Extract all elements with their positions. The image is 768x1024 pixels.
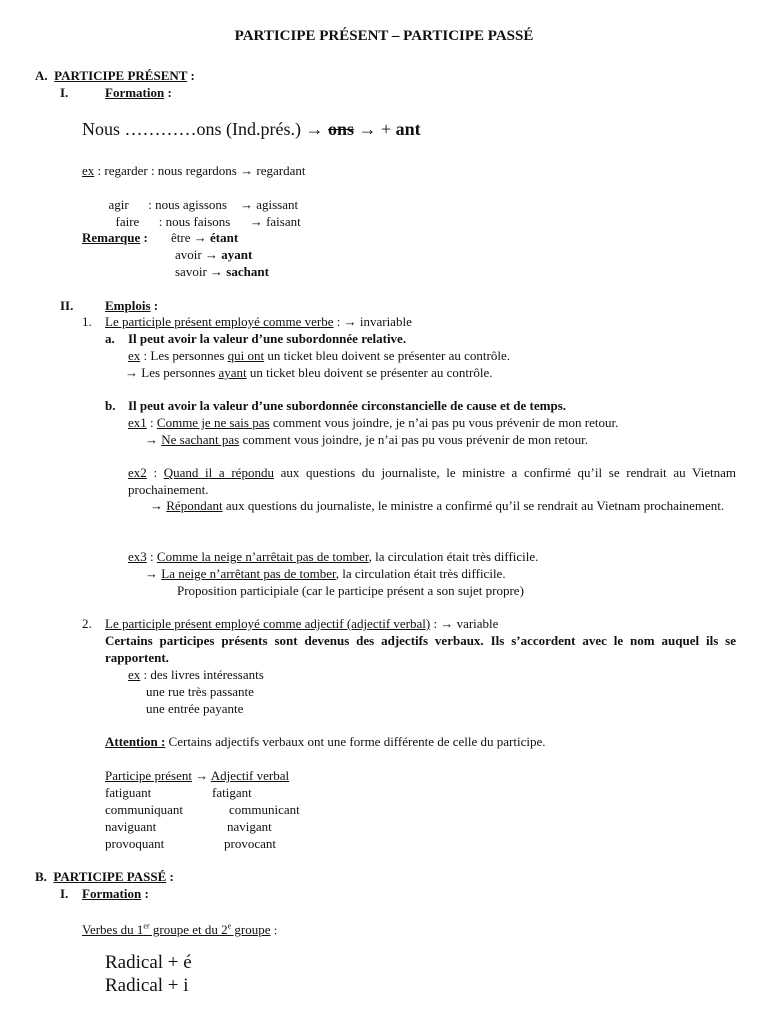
item1-after: :	[333, 314, 344, 329]
ex-text: aux questions du journaliste, le ministre a confirmé qu’il se rendrait au Vietnam prochainement.	[128, 465, 736, 497]
remark-label: Remarque	[82, 230, 141, 245]
emplois-title: Emplois	[105, 298, 151, 313]
arrow-icon: →	[239, 197, 253, 212]
verbs-groups-line	[82, 918, 277, 938]
arrow-icon: →	[145, 566, 158, 581]
table-row: fatiguant	[105, 785, 152, 800]
section-a-colon: :	[187, 68, 195, 83]
verbs-part: groupe et du 2	[149, 922, 228, 938]
formation-title: Formation	[105, 85, 165, 100]
item1a-result	[125, 364, 493, 381]
remark-line-1	[171, 229, 238, 246]
formation-marker: I.	[60, 85, 69, 100]
table-cell-adjectif: communicant	[229, 802, 300, 817]
item2-after: :	[430, 616, 441, 631]
item2-bold-text: Certains participes présents sont devenus des adjectifs verbaux. Ils s’accordent avec le nom auquel ils se rapportent.	[105, 633, 736, 665]
ex-label: ex	[128, 348, 141, 363]
arrow-icon: →	[210, 264, 224, 279]
ex-underlined: ayant	[218, 365, 247, 380]
ex3-result: faisant	[262, 214, 301, 229]
table-row: provoquant	[105, 836, 165, 851]
item1b-marker: b.	[105, 398, 116, 413]
remark-line-3	[175, 263, 269, 280]
b-formation-title: Formation	[82, 886, 142, 901]
verbs-sup: er	[143, 922, 150, 931]
item1b-text: Il peut avoir la valeur d’une subordonnée circonstancielle de cause et de temps.	[128, 398, 567, 413]
radical-rule-1: Radical + é	[105, 952, 192, 973]
ex-text: , la circulation était très difficile.	[335, 566, 506, 581]
ex-label: ex3	[128, 549, 147, 564]
section-a-title: PARTICIPE PRÉSENT	[54, 68, 188, 83]
item1a-text: Il peut avoir la valeur d’une subordonnée relative.	[128, 331, 407, 346]
ex3-line: ex3 : Comme la neige n’arrêtait pas de tomber, la circulation était très difficile.	[128, 549, 539, 564]
emplois-colon: :	[150, 298, 159, 313]
ex-underlined: Comme la neige n’arrêtait pas de tomber	[156, 549, 369, 564]
table-row: communiquant	[105, 802, 183, 817]
ex-text: Les personnes	[138, 365, 219, 380]
ex-label: ex	[128, 667, 141, 682]
ex1-result-line	[145, 431, 588, 448]
verbs-part: Verbes du 1	[82, 922, 144, 938]
ex1-line: ex1 : Comme je ne sais pas comment vous joindre, je n’ai pas pu vous prévenir de mon retour.	[128, 415, 619, 430]
item1-heading	[105, 313, 412, 330]
ex-underlined: Ne sachant pas	[161, 432, 240, 447]
remark-verb: avoir	[175, 247, 205, 262]
ex-text: comment vous joindre, je n’ai pas pu vous prévenir de mon retour.	[239, 432, 588, 447]
table-header-adjectif: Adjectif verbal	[210, 768, 290, 783]
b-formation-heading	[82, 885, 149, 902]
ex-text: aux questions du journaliste, le ministre a confirmé qu’il se rendrait au Vietnam prochainement.	[222, 498, 725, 513]
arrow-icon: →	[358, 119, 377, 139]
remark-heading	[82, 229, 148, 246]
arrow-icon: →	[145, 432, 158, 447]
remark-result: étant	[209, 230, 239, 245]
remark-line-2	[175, 246, 252, 263]
arrow-icon: →	[193, 230, 207, 245]
section-a-marker: A.	[35, 68, 48, 83]
emplois-heading	[105, 297, 158, 314]
ex2-result: agissant	[252, 197, 299, 212]
ex2-text: agir : nous agissons	[108, 197, 240, 212]
attention-label: Attention :	[105, 734, 166, 749]
section-b-marker: B.	[35, 869, 47, 884]
ex3-text: faire : nous faisons	[115, 214, 250, 229]
ex1-result: regardant	[253, 163, 306, 178]
table-row: naviguant	[105, 819, 157, 834]
arrow-icon: →	[249, 214, 263, 229]
item1-result: invariable	[356, 314, 412, 329]
rule-ant: ant	[395, 119, 421, 139]
ex-text: : des livres intéressants	[140, 667, 264, 682]
ex3-note: Proposition participiale (car le participe présent a son sujet propre)	[177, 583, 524, 598]
ex3-result-line	[145, 565, 506, 582]
verbs-sup: e	[227, 922, 232, 931]
ex-text: un ticket bleu doivent se présenter au contrôle.	[246, 365, 493, 380]
page-title: PARTICIPE PRÉSENT – PARTICIPE PASSÉ	[234, 28, 534, 44]
formation-colon: :	[164, 85, 172, 100]
ex2-line: ex2 : Quand il a répondu aux questions du journaliste, le ministre a confirmé qu’il se rendrait au Vietnam prochainement.	[128, 465, 736, 497]
remark-colon: :	[140, 230, 148, 245]
section-a-heading	[35, 67, 195, 84]
formation-heading	[60, 84, 68, 101]
formation-example-1	[82, 162, 305, 179]
ex-underlined: Quand il a répondu	[163, 465, 274, 480]
section-b-heading	[35, 868, 174, 885]
item2-example-3: une entrée payante	[146, 701, 244, 716]
table-header	[105, 767, 289, 784]
arrow-icon: →	[343, 314, 357, 329]
b-formation-colon: :	[141, 886, 149, 901]
section-b-colon: :	[166, 869, 174, 884]
item2-result: variable	[453, 616, 499, 631]
rule-strike: ons	[327, 119, 354, 139]
item1-text: Le participle présent employé comme verbe	[105, 314, 334, 329]
remark-result: sachant	[226, 264, 269, 279]
rule-plus: +	[376, 119, 396, 139]
arrow-icon: →	[240, 163, 254, 178]
ex-text: : Les personnes	[140, 348, 228, 363]
b-formation-marker: I.	[60, 886, 69, 901]
ex-text: , la circulation était très difficile.	[368, 549, 539, 564]
arrow-icon: →	[204, 247, 218, 262]
ex-label: ex1	[128, 415, 147, 430]
arrow-icon: →	[125, 365, 138, 380]
table-cell-adjectif: navigant	[227, 819, 272, 834]
remark-verb: être	[171, 230, 194, 245]
attention-line	[105, 733, 546, 750]
remark-result: ayant	[221, 247, 253, 262]
verbs-colon: :	[270, 922, 278, 938]
item1a-example	[128, 347, 510, 364]
remark-verb: savoir	[175, 264, 211, 279]
ex-underlined: La neige n’arrêtant pas de tomber	[161, 566, 336, 581]
emplois-marker: II.	[60, 298, 74, 313]
item2-example-1	[128, 666, 264, 683]
item1-num: 1.	[82, 314, 92, 329]
item2-heading	[105, 615, 498, 632]
formation-title-line	[105, 84, 172, 101]
ex-label: ex	[82, 163, 95, 178]
rule-prefix: Nous …………ons (Ind.prés.)	[82, 119, 306, 139]
table-cell-adjectif: fatigant	[212, 785, 252, 800]
ex-text: un ticket bleu doivent se présenter au contrôle.	[264, 348, 510, 363]
section-b-title: PARTICIPE PASSÉ	[53, 869, 167, 884]
table-cell-adjectif: provocant	[224, 836, 276, 851]
formation-rule	[82, 118, 421, 140]
ex-underlined: Comme je ne sais pas	[156, 415, 270, 430]
radical-rule-2: Radical + i	[105, 975, 189, 996]
ex-underlined: Répondant	[166, 498, 223, 513]
table-header-participe: Participe présent	[105, 768, 192, 783]
arrow-icon: →	[150, 498, 163, 513]
formation-example-3	[109, 196, 301, 230]
item2-text: Le participle présent employé comme adjectif (adjectif verbal)	[105, 616, 431, 631]
arrow-icon: →	[440, 616, 454, 631]
arrow-icon: →	[305, 119, 324, 139]
arrow-icon: →	[195, 768, 209, 783]
ex2-result-line	[128, 497, 736, 514]
ex1-text: : regarder : nous regardons	[94, 163, 241, 178]
verbs-groups-text	[82, 922, 271, 937]
item2-num: 2.	[82, 616, 92, 631]
ex-underlined: qui ont	[227, 348, 265, 363]
item1a-marker: a.	[105, 331, 115, 346]
attention-text: Certains adjectifs verbaux ont une forme différente de celle du participe.	[165, 734, 546, 749]
ex-text: comment vous joindre, je n’ai pas pu vous prévenir de mon retour.	[269, 415, 619, 430]
verbs-part: groupe	[231, 922, 271, 938]
item2-example-2: une rue très passante	[146, 684, 254, 699]
ex-label: ex2	[128, 465, 147, 480]
